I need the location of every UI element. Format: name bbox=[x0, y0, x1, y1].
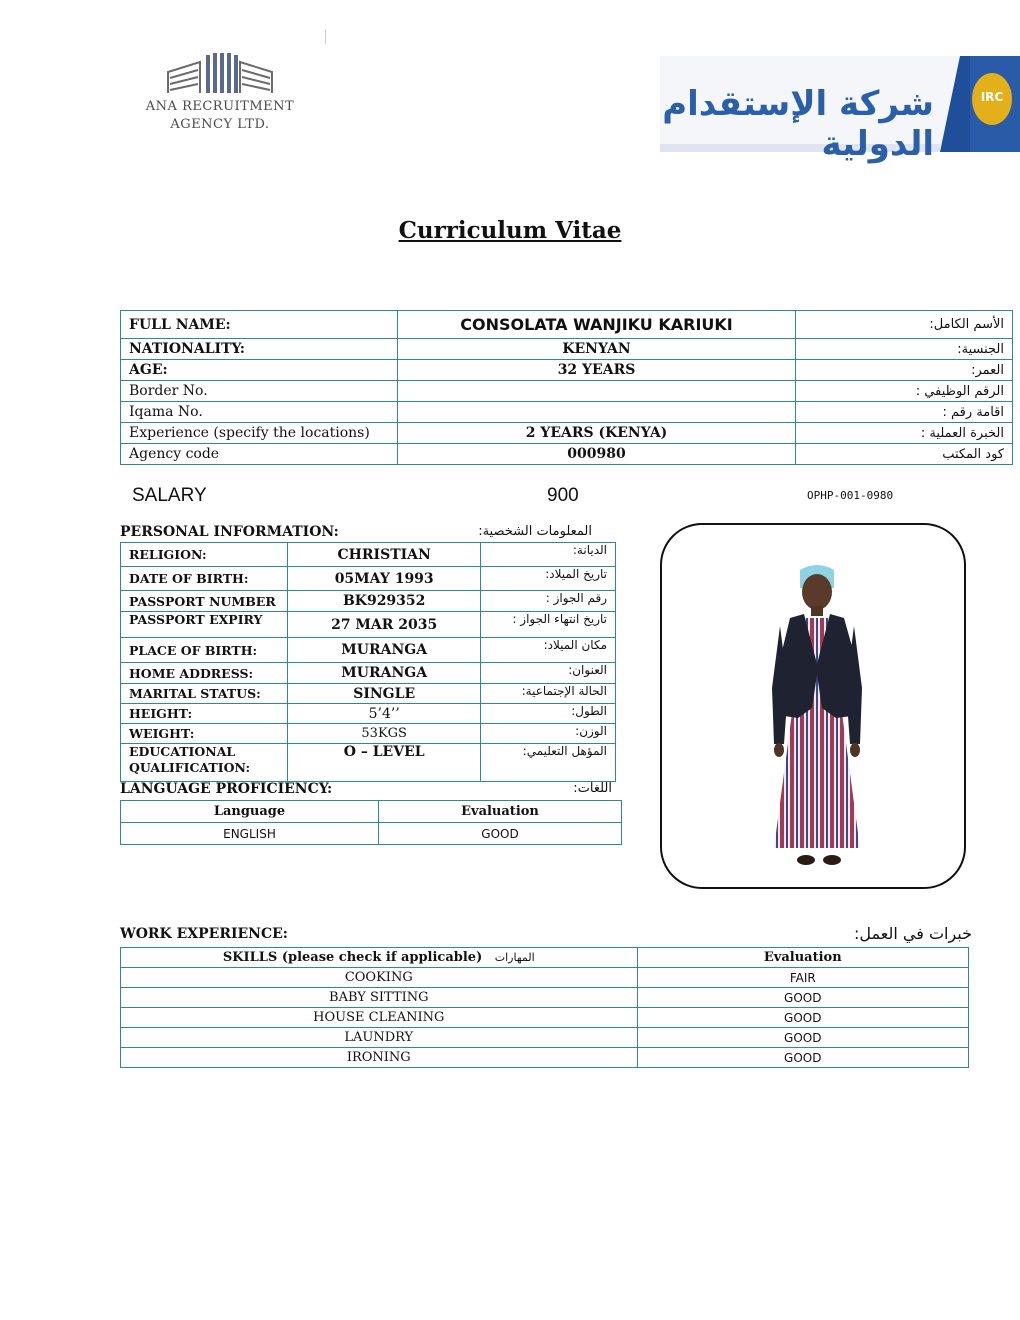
table-row bbox=[121, 1008, 969, 1028]
table-row bbox=[121, 591, 616, 612]
dob-value: 05MAY 1993 bbox=[287, 567, 481, 591]
marital-status-label: MARITAL STATUS: bbox=[121, 684, 288, 704]
evaluation-column-header: Evaluation bbox=[379, 801, 622, 823]
skill-name: BABY SITTING bbox=[121, 988, 638, 1008]
passport-number-label: PASSPORT NUMBER bbox=[121, 591, 288, 612]
skill-name: HOUSE CLEANING bbox=[121, 1008, 638, 1028]
skills-column-header bbox=[121, 948, 638, 968]
skills-column-label: SKILLS (please check if applicable) bbox=[222, 950, 483, 965]
table-row bbox=[121, 968, 969, 988]
personal-info-table bbox=[120, 542, 616, 782]
agency-code-value: 000980 bbox=[398, 444, 795, 465]
salary-label: SALARY bbox=[132, 485, 207, 506]
full-name-label: FULL NAME: bbox=[121, 311, 398, 339]
irc-logo-badge: IRC bbox=[980, 90, 1004, 104]
personal-info-heading-arabic: المعلومات الشخصية: bbox=[478, 524, 592, 539]
ana-logo-line2: AGENCY LTD. bbox=[170, 117, 270, 132]
skill-evaluation: FAIR bbox=[637, 968, 968, 988]
weight-value: 53KGS bbox=[287, 724, 481, 744]
table-row bbox=[121, 381, 1013, 402]
iqama-no-value bbox=[398, 402, 795, 423]
agency-code-label: Agency code bbox=[121, 444, 398, 465]
passport-number-value: BK929352 bbox=[287, 591, 481, 612]
page-title: Curriculum Vitae bbox=[398, 217, 622, 244]
passport-expiry-label: PASSPORT EXPIRY bbox=[121, 612, 288, 638]
table-row bbox=[121, 543, 616, 567]
header-divider-mark bbox=[325, 30, 326, 44]
age-label: AGE: bbox=[121, 360, 398, 381]
work-experience-heading-arabic: خبرات في العمل: bbox=[853, 924, 972, 943]
height-arabic: الطول: bbox=[481, 704, 616, 724]
ana-logo-line1: ANA RECRUITMENT bbox=[145, 99, 295, 114]
table-row bbox=[121, 612, 616, 638]
nationality-arabic: الجنسية: bbox=[795, 339, 1012, 360]
religion-arabic: الديانة: bbox=[481, 543, 616, 567]
language-evaluation: GOOD bbox=[379, 823, 622, 845]
place-of-birth-arabic: مكان الميلاد: bbox=[481, 638, 616, 663]
table-row bbox=[121, 444, 1013, 465]
border-no-arabic: الرقم الوظيفي : bbox=[795, 381, 1012, 402]
table-row bbox=[121, 567, 616, 591]
language-heading-arabic: اللغات: bbox=[573, 781, 612, 796]
table-row bbox=[121, 360, 1013, 381]
full-name-arabic: الأسم الكامل: bbox=[795, 311, 1012, 339]
home-address-value: MURANGA bbox=[287, 663, 481, 684]
skills-table bbox=[120, 947, 969, 1068]
work-experience-heading: WORK EXPERIENCE: bbox=[120, 926, 288, 942]
table-row bbox=[121, 823, 622, 845]
home-address-arabic: العنوان: bbox=[481, 663, 616, 684]
table-row bbox=[121, 684, 616, 704]
border-no-label: Border No. bbox=[121, 381, 398, 402]
dob-label: DATE OF BIRTH: bbox=[121, 567, 288, 591]
table-row bbox=[121, 663, 616, 684]
skills-evaluation-header: Evaluation bbox=[637, 948, 968, 968]
experience-value: 2 YEARS (KENYA) bbox=[398, 423, 795, 444]
table-row bbox=[121, 1048, 969, 1068]
place-of-birth-label: PLACE OF BIRTH: bbox=[121, 638, 288, 663]
table-row bbox=[121, 339, 1013, 360]
language-heading: LANGUAGE PROFICIENCY: bbox=[120, 781, 333, 797]
border-no-value bbox=[398, 381, 795, 402]
dob-arabic: تاريخ الميلاد: bbox=[481, 567, 616, 591]
skill-evaluation: GOOD bbox=[637, 1028, 968, 1048]
place-of-birth-value: MURANGA bbox=[287, 638, 481, 663]
experience-arabic: الخبرة العملية : bbox=[795, 423, 1012, 444]
skill-name: IRONING bbox=[121, 1048, 638, 1068]
table-row bbox=[121, 1028, 969, 1048]
height-value: 5’4’’ bbox=[287, 704, 481, 724]
table-row bbox=[121, 311, 1013, 339]
skill-evaluation: GOOD bbox=[637, 988, 968, 1008]
nationality-label: NATIONALITY: bbox=[121, 339, 398, 360]
skill-evaluation: GOOD bbox=[637, 1008, 968, 1028]
weight-arabic: الوزن: bbox=[481, 724, 616, 744]
skills-column-label-arabic: المهارات bbox=[494, 951, 535, 964]
passport-expiry-value: 27 MAR 2035 bbox=[287, 612, 481, 638]
personal-info-heading: PERSONAL INFORMATION: bbox=[120, 524, 339, 540]
language-name: ENGLISH bbox=[121, 823, 379, 845]
religion-label: RELIGION: bbox=[121, 543, 288, 567]
education-value: O – LEVEL bbox=[287, 744, 481, 782]
marital-status-arabic: الحالة الإجتماعية: bbox=[481, 684, 616, 704]
table-row bbox=[121, 704, 616, 724]
iqama-no-label: Iqama No. bbox=[121, 402, 398, 423]
main-info-table bbox=[120, 310, 1013, 465]
table-row bbox=[121, 638, 616, 663]
passport-number-arabic: رقم الجواز : bbox=[481, 591, 616, 612]
education-label: EDUCATIONAL QUALIFICATION: bbox=[121, 744, 288, 782]
full-name-value: CONSOLATA WANJIKU KARIUKI bbox=[398, 311, 795, 339]
agency-code-arabic: كود المكتب bbox=[795, 444, 1012, 465]
education-arabic: المؤهل التعليمي: bbox=[481, 744, 616, 782]
age-arabic: العمر: bbox=[795, 360, 1012, 381]
religion-value: CHRISTIAN bbox=[287, 543, 481, 567]
table-row bbox=[121, 988, 969, 1008]
age-value: 32 YEARS bbox=[398, 360, 795, 381]
table-row bbox=[121, 724, 616, 744]
skill-name: COOKING bbox=[121, 968, 638, 988]
home-address-label: HOME ADDRESS: bbox=[121, 663, 288, 684]
reference-code: OPHP-001-0980 bbox=[807, 489, 894, 502]
table-header-row bbox=[121, 948, 969, 968]
irc-logo-arabic-name: شركة الإستقدام الدولية bbox=[662, 84, 934, 164]
experience-label: Experience (specify the locations) bbox=[121, 423, 398, 444]
language-table bbox=[120, 800, 622, 845]
table-row bbox=[121, 402, 1013, 423]
candidate-photo bbox=[700, 548, 930, 873]
table-row bbox=[121, 423, 1013, 444]
language-column-header: Language bbox=[121, 801, 379, 823]
nationality-value: KENYAN bbox=[398, 339, 795, 360]
table-header-row bbox=[121, 801, 622, 823]
height-label: HEIGHT: bbox=[121, 704, 288, 724]
marital-status-value: SINGLE bbox=[287, 684, 481, 704]
table-row bbox=[121, 744, 616, 782]
skill-evaluation: GOOD bbox=[637, 1048, 968, 1068]
salary-value: 900 bbox=[547, 485, 579, 506]
skill-name: LAUNDRY bbox=[121, 1028, 638, 1048]
weight-label: WEIGHT: bbox=[121, 724, 288, 744]
passport-expiry-arabic: تاريخ انتهاء الجواز : bbox=[481, 612, 616, 638]
iqama-no-arabic: اقامة رقم : bbox=[795, 402, 1012, 423]
